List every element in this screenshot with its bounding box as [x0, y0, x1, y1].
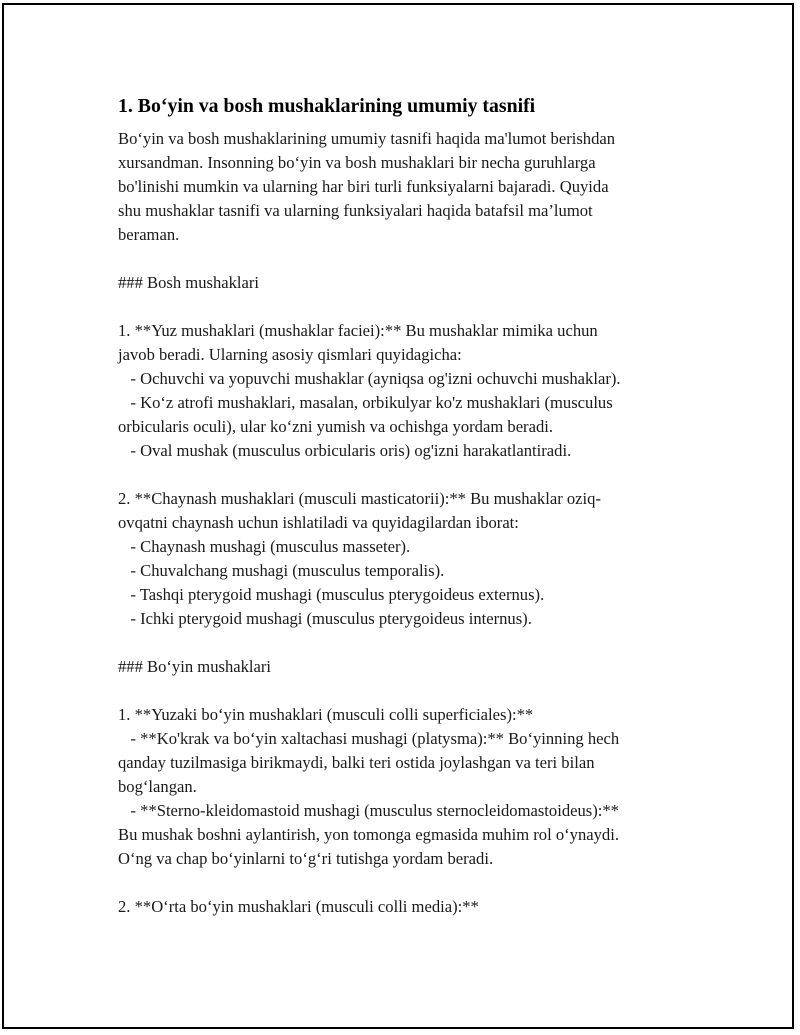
- spacer: [118, 247, 688, 271]
- list-item-superficial-neck-muscles: 1. **Yuzaki bo‘yin mushaklari (musculi colli superficiales):** - **Ko'krak va bo‘yin xaltachasi mushagi (platysma):** Bo‘yinning hech qanday tuzilmasiga birikmaydi, balki teri ostida joylashgan va teri bilan bog‘langan. - **Sterno-kleidomastoid mushagi (musculus sternocleidomastoideus):** Bu mushak boshni aylantirish, yon tomonga egmasida muhim rol o‘ynaydi. O‘ng va chap bo‘yinlarni to‘g‘ri tutishga yordam beradi.: [118, 705, 620, 868]
- spacer: [118, 871, 688, 895]
- section-heading-head-muscles: ### Bosh mushaklari: [118, 273, 260, 292]
- list-item-middle-neck-muscles: 2. **O‘rta bo‘yin mushaklari (musculi colli media):**: [118, 897, 479, 916]
- list-item-facial-muscles: 1. **Yuz mushaklari (mushaklar faciei):** Bu mushaklar mimika uchun javob beradi. Ularning asosiy qismlari quyidagicha: - Ochuvchi va yopuvchi mushaklar (ayniqsa og'izni ochuvchi mushaklar). - Ko‘z atrofi mushaklari, masalan, orbikulyar ko'z mushaklari (musculus orbicularis oculi), ular ko‘zni yumish va ochishga yordam beradi. - Oval mushak (musculus orbicularis oris) og'izni harakatlantiradi.: [118, 321, 621, 460]
- intro-paragraph: Bo‘yin va bosh mushaklarining umumiy tasnifi haqida ma'lumot berishdan xursandman. Insonning bo‘yin va bosh mushaklari bir necha guruhlarga bo'linishi mumkin va ularning har biri turli funksiyalarni bajaradi. Quyida shu mushaklar tasnifi va ularning funksiyalari haqida batafsil ma’lumot beraman.: [118, 129, 616, 244]
- list-item-chewing-muscles: 2. **Chaynash mushaklari (musculi masticatorii):** Bu mushaklar oziq- ovqatni chaynash uchun ishlatiladi va quyidagilardan iborat: - Chaynash mushagi (musculus masseter). - Chuvalchang mushagi (musculus temporalis). - Tashqi pterygoid mushagi (musculus pterygoideus externus). - Ichki pterygoid mushagi (musculus pterygoideus internus).: [118, 489, 601, 628]
- spacer: [118, 295, 688, 319]
- spacer: [118, 631, 688, 655]
- spacer: [118, 679, 688, 703]
- document-title: 1. Bo‘yin va bosh mushaklarining umumiy tasnifi: [118, 95, 536, 117]
- spacer: [118, 463, 688, 487]
- document-body: [118, 92, 688, 919]
- section-heading-neck-muscles: ### Bo‘yin mushaklari: [118, 657, 272, 676]
